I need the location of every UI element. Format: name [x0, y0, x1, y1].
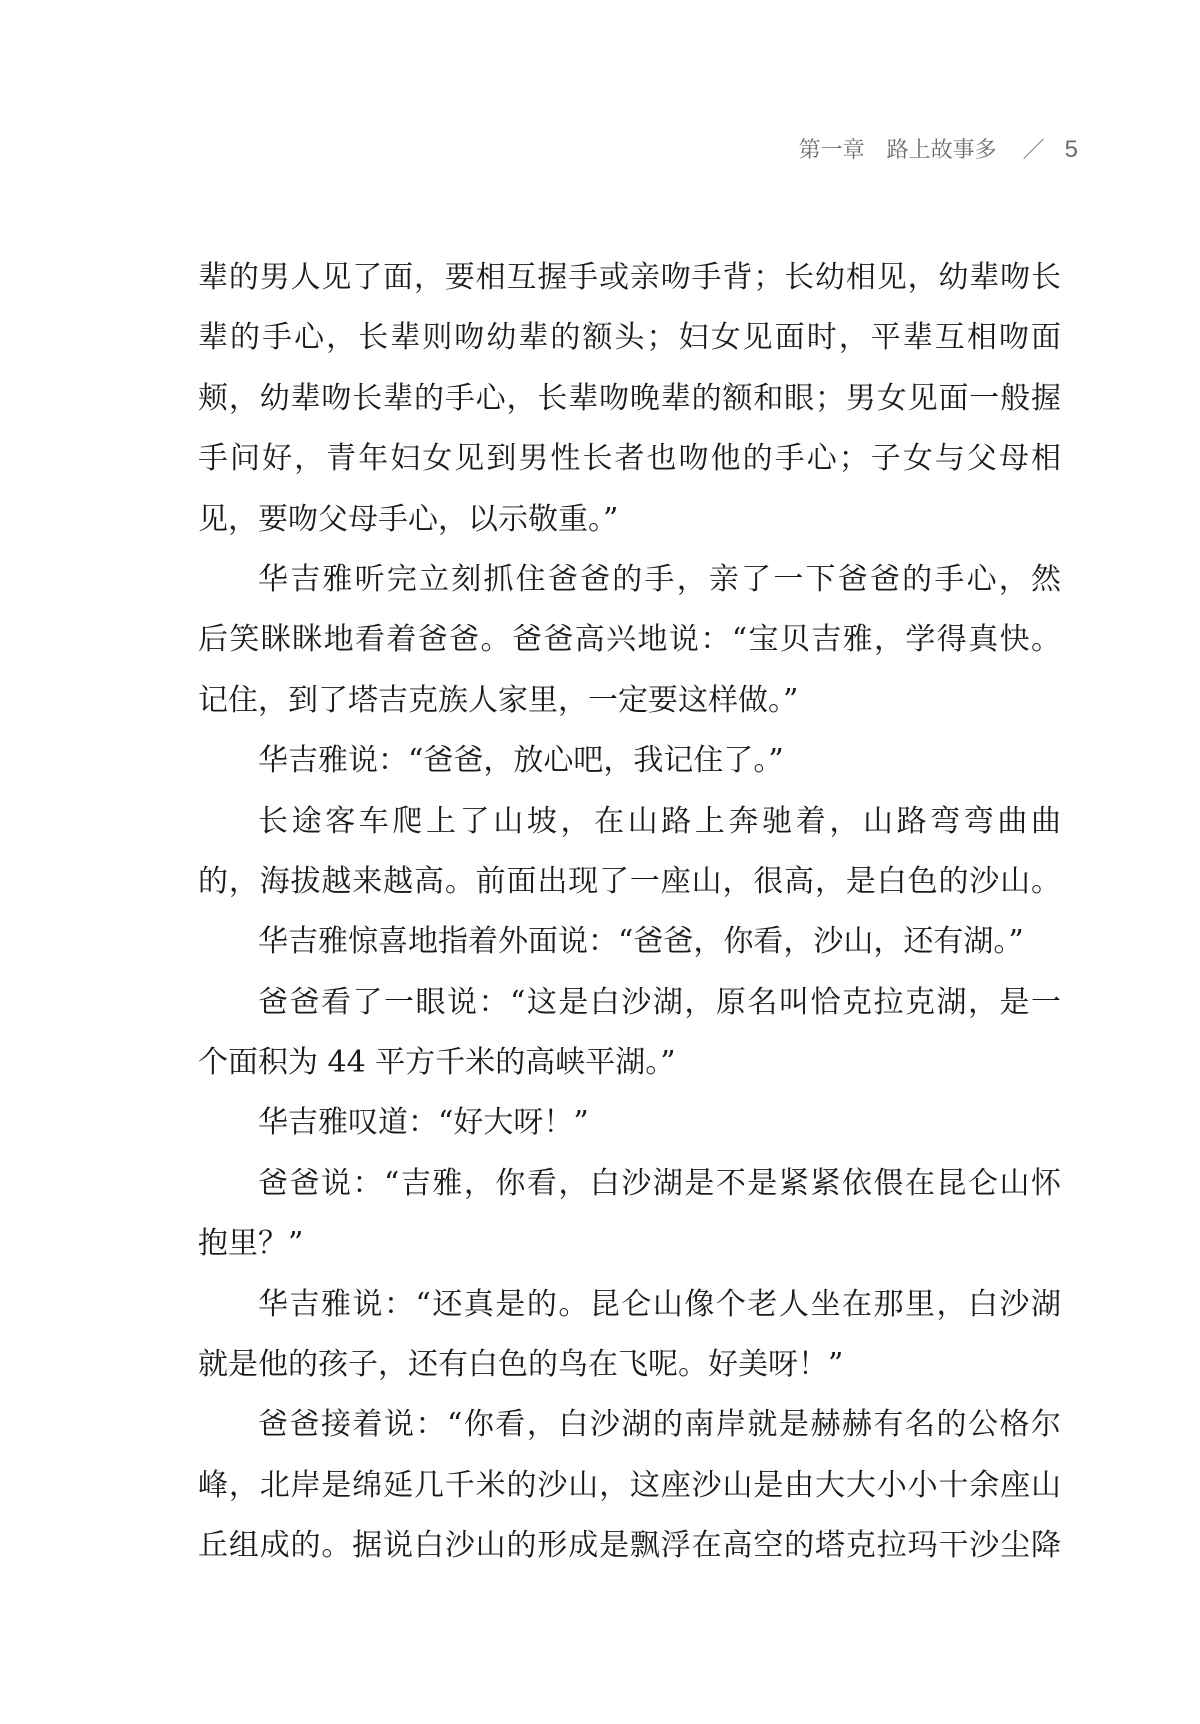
paragraph [198, 1154, 1061, 1275]
text-line: 抱里？” [198, 1226, 304, 1262]
text-line: 见，要吻父母手心，以示敬重。” [198, 501, 619, 537]
paragraph [198, 1093, 1061, 1153]
text-line: 华吉雅惊喜地指着外面说：“爸爸，你看，沙山，还有湖。” [258, 924, 1024, 960]
text-line: 华吉雅说：“爸爸，放心吧，我记住了。” [258, 743, 784, 779]
text-line: 华吉雅叹道：“好大呀！” [258, 1105, 589, 1141]
page-number: 5 [1064, 136, 1078, 163]
text-line: 华吉雅听完立刻抓住爸爸的手，亲了一下爸爸的手心，然 [258, 561, 1061, 597]
paragraph [198, 550, 1061, 731]
paragraph [198, 1275, 1061, 1396]
text-line: 辈的手心，长辈则吻幼辈的额头；妇女见面时，平辈互相吻面 [198, 320, 1061, 356]
text-line: 手问好，青年妇女见到男性长者也吻他的手心；子女与父母相 [198, 441, 1061, 477]
paragraph [198, 973, 1061, 1094]
text-line: 华吉雅说：“还真是的。昆仑山像个老人坐在那里，白沙湖 [258, 1286, 1061, 1322]
text-line: 后笑眯眯地看着爸爸。爸爸高兴地说：“宝贝吉雅，学得真快。 [198, 622, 1061, 658]
body-text [198, 248, 1061, 1577]
header-separator: ／ [1022, 137, 1045, 162]
text-line: 丘组成的。据说白沙山的形成是飘浮在高空的塔克拉玛干沙尘降 [198, 1528, 1061, 1564]
text-line: 峰，北岸是绵延几千米的沙山，这座沙山是由大大小小十余座山 [198, 1467, 1061, 1503]
text-line: 爸爸接着说：“你看，白沙湖的南岸就是赫赫有名的公格尔 [258, 1407, 1061, 1443]
chapter-label: 第一章 [798, 137, 865, 162]
text-line: 辈的男人见了面，要相互握手或亲吻手背；长幼相见，幼辈吻长 [198, 260, 1061, 295]
paragraph [198, 792, 1061, 913]
text-line: 长途客车爬上了山坡，在山路上奔驰着，山路弯弯曲曲 [258, 803, 1061, 839]
paragraph [198, 912, 1061, 972]
text-line: 颊，幼辈吻长辈的手心，长辈吻晚辈的额和眼；男女见面一般握 [198, 380, 1061, 416]
text-line: 记住，到了塔吉克族人家里，一定要这样做。” [198, 682, 799, 718]
text-line: 的，海拔越来越高。前面出现了一座山，很高，是白色的沙山。 [198, 863, 1061, 899]
text-line: 个面积为 44 平方千米的高峡平湖。” [198, 1045, 676, 1081]
paragraph [198, 1395, 1061, 1576]
text-line: 爸爸看了一眼说：“这是白沙湖，原名叫恰克拉克湖，是一 [258, 984, 1061, 1020]
paragraph [198, 731, 1061, 791]
text-line: 爸爸说：“吉雅，你看，白沙湖是不是紧紧依偎在昆仑山怀 [258, 1165, 1061, 1201]
chapter-title: 路上故事多 [886, 137, 997, 162]
running-header [799, 134, 1078, 166]
paragraph [198, 248, 1061, 550]
text-line: 就是他的孩子，还有白色的鸟在飞呢。好美呀！” [198, 1347, 844, 1383]
